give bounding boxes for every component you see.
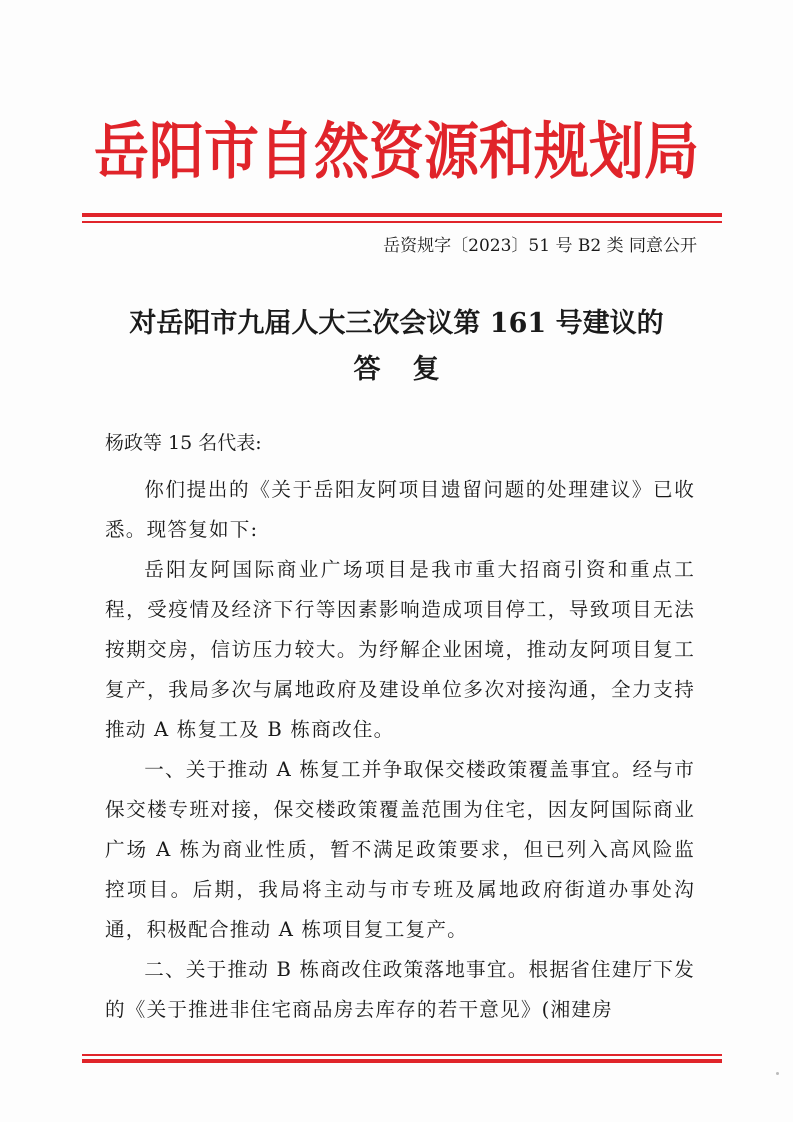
footer-rule-thick bbox=[82, 1059, 722, 1063]
paragraph: 一、关于推动 A 栋复工并争取保交楼政策覆盖事宜。经与市保交楼专班对接，保交楼政策覆盖范围为住宅，因友阿国际商业广场 A 栋为商业性质，暂不满足政策要求，但已列入高风险监控项目。后期，我局将主动与市专班及属地政府街道办事处沟通，积极配合推动 A 栋项目复工复产。 bbox=[105, 758, 695, 941]
paragraph: 你们提出的《关于岳阳友阿项目遗留问题的处理建议》已收悉。现答复如下: bbox=[105, 478, 695, 541]
letterhead-organization: 岳阳市自然资源和规划局 bbox=[93, 115, 699, 187]
letter-body bbox=[105, 470, 695, 1030]
letterhead-rule-thick bbox=[82, 213, 722, 217]
document-number: 岳资规字〔2023〕51 号 B2 类 同意公开 bbox=[383, 236, 697, 256]
paragraph: 二、关于推动 B 栋商改住政策落地事宜。根据省住建厅下发的《关于推进非住宅商品房去库存的若干意见》(湘建房 bbox=[105, 958, 695, 1021]
scan-speck bbox=[776, 1072, 779, 1075]
footer-rule-thin bbox=[82, 1054, 722, 1056]
document-title-line1: 对岳阳市九届人大三次会议第 161 号建议的 bbox=[129, 308, 664, 339]
letterhead-rule-thin bbox=[82, 221, 722, 223]
salutation: 杨政等 15 名代表: bbox=[105, 432, 262, 454]
paragraph: 岳阳友阿国际商业广场项目是我市重大招商引资和重点工程，受疫情及经济下行等因素影响造成项目停工，导致项目无法按期交房，信访压力较大。为纾解企业困境，推动友阿项目复工复产，我局多次与属地政府及建设单位多次对接沟通，全力支持推动 A 栋复工及 B 栋商改住。 bbox=[105, 558, 695, 741]
document-title-line2: 答复 bbox=[353, 354, 472, 385]
